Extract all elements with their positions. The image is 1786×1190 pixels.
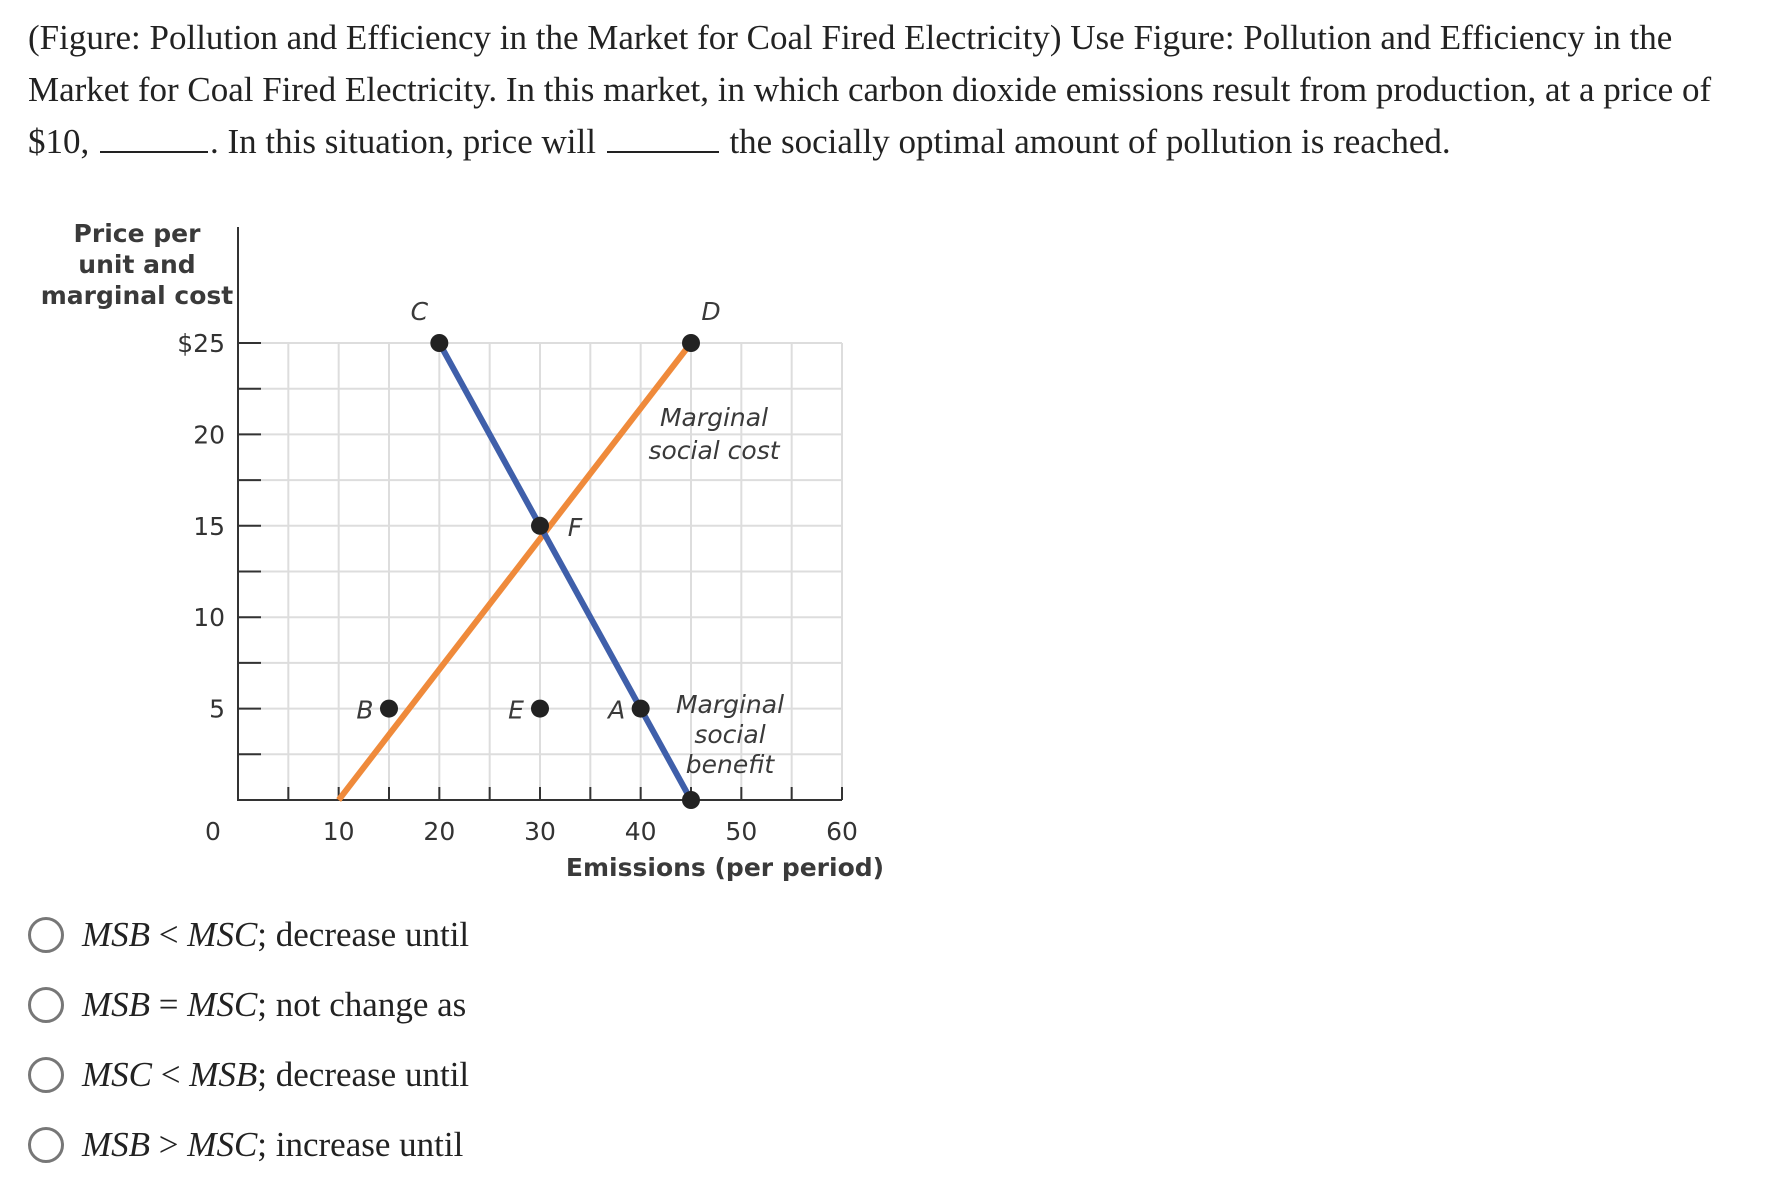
y-tick-label: $25 <box>177 329 225 358</box>
x-tick-label: 20 <box>423 817 456 846</box>
point-label-e: E <box>508 695 524 725</box>
marginal-social-benefit-label: benefit <box>685 750 775 779</box>
answer-option-2[interactable] <box>28 980 628 1030</box>
y-tick-label: 10 <box>193 603 225 633</box>
radio-button[interactable] <box>28 1057 64 1093</box>
x-tick-label: 50 <box>725 817 758 846</box>
y-axis-title: Price per <box>73 219 201 248</box>
point-marker-e <box>531 700 549 718</box>
question-line-3-end: the socially optimal amount of pollution is reached. <box>729 122 1451 161</box>
x-axis-title: Emissions (per period) <box>565 853 885 882</box>
point-marker-d <box>682 334 700 352</box>
point-marker-c <box>430 334 448 352</box>
answer-option-label: MSB > MSC; increase until <box>82 1125 464 1164</box>
y-axis-title: unit and <box>78 250 196 279</box>
marginal-social-benefit-label: Marginal <box>675 690 785 719</box>
point-label-d: D <box>701 297 721 326</box>
marginal-social-cost-label: Marginal <box>659 403 769 432</box>
point-label-a: A <box>608 695 626 725</box>
radio-button[interactable] <box>28 987 64 1023</box>
marginal-social-cost-label: social cost <box>648 436 780 465</box>
x-tick-label: 10 <box>322 817 355 846</box>
y-tick-label: 5 <box>209 694 225 724</box>
x-tick-label: 0 <box>205 817 221 846</box>
question-line-2: Market for Coal Fired Electricity. In this market, in which carbon dioxide emissions result from production, at a price of <box>28 70 1712 109</box>
point-label-f: F <box>567 512 583 542</box>
question-line-1: (Figure: Pollution and Efficiency in the Market for Coal Fired Electricity) Use Figure: Pollution and Efficiency in the <box>28 18 1673 57</box>
answer-option-label: MSC < MSB; decrease until <box>82 1055 470 1094</box>
y-tick-label: 20 <box>193 420 225 450</box>
answer-option-1[interactable] <box>28 910 628 960</box>
answer-option-label: MSB < MSC; decrease until <box>82 915 470 954</box>
point-marker-a <box>632 700 650 718</box>
x-tick-label: 40 <box>624 817 657 846</box>
x-tick-label: 30 <box>524 817 556 846</box>
radio-button[interactable] <box>28 1127 64 1163</box>
y-axis-title: marginal cost <box>40 281 234 310</box>
answer-option-4[interactable] <box>28 1120 628 1170</box>
point-marker-b <box>380 700 398 718</box>
answer-option-3[interactable] <box>28 1050 628 1100</box>
question-line-3-middle: . In this situation, price will <box>210 122 596 161</box>
y-tick-label: 15 <box>193 511 225 541</box>
x-tick-label: 60 <box>826 817 858 846</box>
point-marker-f <box>531 517 549 535</box>
point-label-c: C <box>410 297 429 326</box>
answer-option-label: MSB = MSC; not change as <box>82 985 467 1024</box>
radio-button[interactable] <box>28 917 64 953</box>
marginal-social-benefit-label: social <box>694 720 766 749</box>
point-marker <box>682 791 700 809</box>
point-label-b: B <box>356 695 374 725</box>
question-line-3-start: $10, <box>28 122 90 161</box>
